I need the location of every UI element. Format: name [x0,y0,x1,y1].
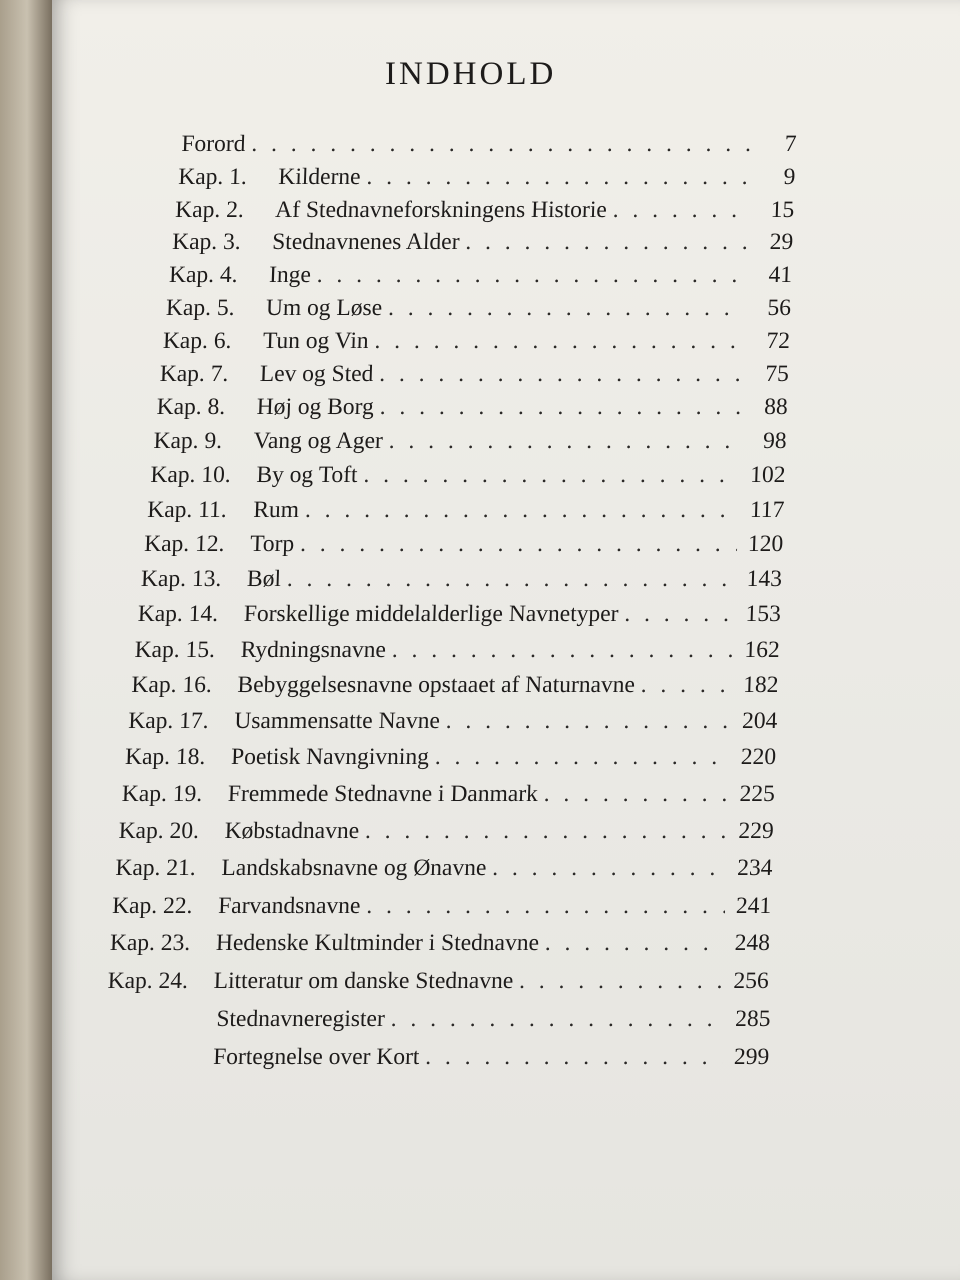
chapter-number: Kap. 1. [177,164,248,190]
chapter-title: Fortegnelse over Kort [212,1044,420,1070]
dot-leader [305,494,739,526]
chapter-title: Poetisk Navngivning [230,744,430,770]
chapter-number: Kap. 21. [115,855,197,881]
page-number: 41 [768,262,793,288]
toc-row [162,325,790,357]
page-title: INDHOLD [385,56,557,92]
chapter-number: Kap. 23. [109,930,191,956]
chapter-number: Kap. 4. [168,262,239,288]
chapter-title: Forskellige middelalderlige Navnetyper [243,601,619,627]
chapter-number: Kap. 15. [134,637,216,663]
dot-leader [434,741,730,773]
chapter-title: Lev og Sted [259,361,374,387]
dot-leader [543,778,729,810]
dot-leader [366,890,726,922]
dot-leader [640,669,733,701]
chapter-title: Torp [249,531,295,557]
chapter-title: Vang og Ager [253,428,384,454]
chapter-number: Kap. 14. [137,601,219,627]
chapter-number: Kap. 20. [118,818,200,844]
page-number: 15 [770,197,795,223]
page-number: 102 [749,462,786,488]
chapter-title: Litteratur om danske Stednavne [213,968,514,994]
chapter-number: Kap. 22. [111,893,193,919]
chapter-number: Kap. 24. [107,968,189,994]
chapter-number: Kap. 5. [165,295,235,321]
chapter-title: Stednavneregister [216,1006,386,1032]
page-number: 72 [766,328,791,354]
chapter-title: Kilderne [277,164,362,190]
chapter-title: Hedenske Kultminder i Stednavne [215,930,540,956]
chapter-title: Forord [181,131,246,157]
chapter-number: Kap. 8. [156,394,226,420]
chapter-number: Kap. 2. [174,197,245,223]
chapter-number: Kap. 11. [146,497,228,523]
dot-leader [300,528,738,560]
chapter-title: Farvandsnavne [217,893,361,919]
dot-leader [465,226,748,258]
dot-leader [366,161,750,193]
page-number: 120 [747,531,784,557]
page-number: 256 [733,968,770,994]
chapter-title: Af Stednavneforskningens Historie [274,197,608,223]
toc-row [159,358,789,390]
chapter-number: Kap. 6. [162,328,232,354]
chapter-number: Kap. 3. [171,229,242,255]
table-of-contents [0,128,960,1088]
dot-leader [445,705,731,737]
toc-row [131,669,779,701]
dot-leader [388,425,741,457]
dot-leader [251,128,751,160]
dot-leader [519,965,724,997]
page-number: 9 [783,164,796,190]
dot-leader [363,459,740,491]
dot-leader [286,563,736,595]
chapter-title: Landskabsnavne og Ønavne [221,855,487,881]
chapter-title: Rydningsnavne [240,637,387,663]
chapter-title: Tun og Vin [262,328,370,354]
dot-leader [624,598,735,630]
toc-row [156,391,788,423]
page-number: 88 [763,394,789,420]
page-number: 204 [741,708,778,734]
page-number: 220 [740,744,777,770]
dot-leader [425,1041,724,1073]
page-number: 285 [734,1006,771,1032]
toc-row [109,927,770,959]
page-number: 143 [746,566,783,592]
page-number: 153 [745,601,782,627]
dot-leader [391,634,734,666]
chapter-title: Fremmede Stednavne i Danmark [227,781,539,807]
chapter-number: Kap. 12. [143,531,225,557]
toc-row [125,741,777,773]
toc-row [165,292,791,324]
page-number: 7 [784,131,797,157]
toc-row [118,815,774,847]
page-number: 229 [737,818,775,844]
dot-leader [492,852,727,884]
chapter-title: Købstadnavne [224,818,360,844]
dot-leader [379,391,742,423]
chapter-number: Kap. 16. [131,672,213,698]
chapter-number: Kap. 7. [159,361,229,387]
chapter-number: Kap. 17. [127,708,210,734]
chapter-title: Bebyggelsesnavne opstaaet af Naturnavne [237,672,636,698]
dot-leader [544,927,724,959]
chapter-title: Usammensatte Navne [233,708,441,734]
chapter-number: Kap. 10. [150,462,232,488]
dot-leader [612,194,748,226]
chapter-number: Kap. 19. [121,781,203,807]
toc-row [216,1003,771,1035]
toc-row [134,634,780,666]
dot-leader [388,292,746,324]
dot-leader [374,325,744,357]
chapter-title: Um og Løse [265,295,383,321]
toc-row [128,705,778,737]
page-number: 56 [767,295,792,321]
toc-row [107,965,769,997]
toc-row [181,128,797,160]
page-number: 98 [762,428,788,454]
page-number: 29 [769,229,794,255]
dot-leader [316,259,746,291]
toc-row [137,598,781,630]
toc-row [115,852,773,884]
page-number: 182 [742,672,779,698]
chapter-title: Stednavnenes Alder [271,229,460,255]
chapter-number: Kap. 18. [124,744,206,770]
toc-row [144,528,784,560]
page-number: 75 [764,361,790,387]
toc-row [141,563,783,595]
chapter-title: Bøl [246,566,282,592]
page-number: 299 [733,1044,770,1070]
toc-row [121,778,775,810]
chapter-title: Høj og Borg [256,394,375,420]
chapter-title: By og Toft [256,462,358,488]
dot-leader [365,815,729,847]
page-number: 225 [739,781,776,807]
chapter-title: Rum [252,497,300,523]
page-number: 248 [734,930,771,956]
chapter-title: Inge [268,262,312,288]
dot-leader [379,358,743,390]
page-number: 241 [735,893,772,919]
toc-row [147,494,785,526]
toc-row [178,161,796,193]
toc-row [169,259,793,291]
toc-row [175,194,795,226]
toc-row [112,890,772,922]
chapter-number: Kap. 9. [153,428,223,454]
toc-row [153,425,787,457]
page-number: 117 [749,497,785,523]
toc-row [150,459,786,491]
toc-row [213,1041,770,1073]
dot-leader [390,1003,725,1035]
page-number: 162 [744,637,781,663]
page-number: 234 [736,855,773,881]
toc-row [172,226,794,258]
chapter-number: Kap. 13. [140,566,222,592]
